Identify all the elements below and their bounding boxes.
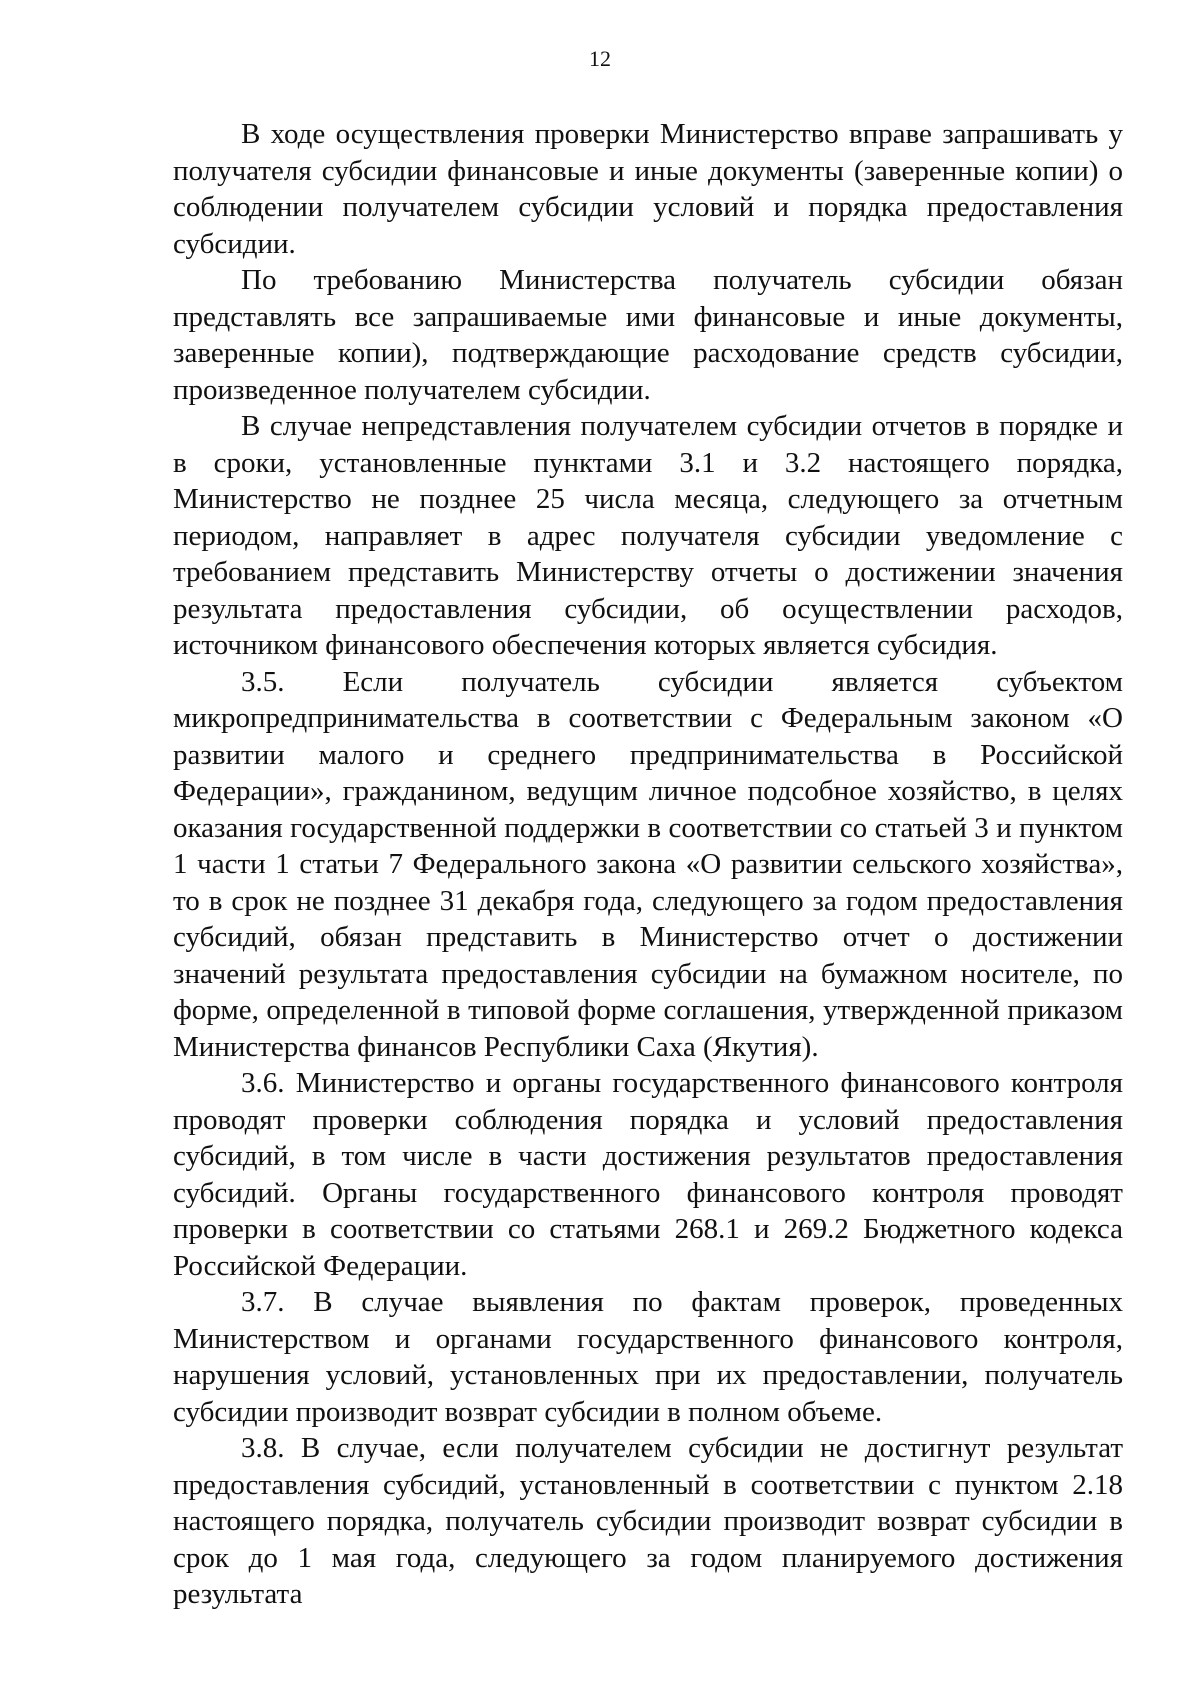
- document-body: [173, 116, 1123, 1613]
- paragraph-document-obligation: По требованию Министерства получатель субсидии обязан представлять все запрашиваемые ими финансовые и иные документы, заверенные копии), подтверждающие расходование средств субсидии, произведенное получателем субсидии.: [173, 264, 1123, 406]
- paragraph-3-7: 3.7. В случае выявления по фактам проверок, проведенных Министерством и органами государственного финансового контроля, нарушения условий, установленных при их предоставлении, получатель субсидии производит возврат субсидии в полном объеме.: [173, 1286, 1123, 1428]
- page-number: 12: [589, 46, 611, 71]
- paragraph-document-request: В ходе осуществления проверки Министерство вправе запрашивать у получателя субсидии финансовые и иные документы (заверенные копии) о соблюдении получателем субсидии условий и порядка предоставления субсидии.: [173, 118, 1123, 260]
- paragraph-3-8: 3.8. В случае, если получателем субсидии не достигнут результат предоставления субсидий, установленный в соответствии с пунктом 2.18 настоящего порядка, получатель субсидии производит возврат субсидии в срок до 1 мая года, следующего за годом планируемого достижения результата: [173, 1432, 1123, 1610]
- paragraph-3-6: 3.6. Министерство и органы государственного финансового контроля проводят проверки соблюдения порядка и условий предоставления субсидий, в том числе в части достижения результатов предоставления субсидий. Органы государственного финансового контроля проводят проверки в соответствии со статьями 268.1 и 269.2 Бюджетного кодекса Российской Федерации.: [173, 1067, 1123, 1282]
- paragraph-3-5: 3.5. Если получатель субсидии является субъектом микропредпринимательства в соответствии с Федеральным законом «О развитии малого и среднего предпринимательства в Российской Федерации», гражданином, ведущим личное подсобное хозяйство, в целях оказания государственной поддержки в соответствии со статьей 3 и пунктом 1 части 1 статьи 7 Федерального закона «О развитии сельского хозяйства», то в срок не позднее 31 декабря года, следующего за годом предоставления субсидий, обязан представить в Министерство отчет о достижении значений результата предоставления субсидии на бумажном носителе, по форме, определенной в типовой форме соглашения, утвержденной приказом Министерства финансов Республики Саха (Якутия).: [173, 665, 1123, 1063]
- paragraph-report-notice: В случае непредставления получателем субсидии отчетов в порядке и в сроки, установленные пунктами 3.1 и 3.2 настоящего порядка, Министерство не позднее 25 числа месяца, следующего за отчетным периодом, направляет в адрес получателя субсидии уведомление с требованием представить Министерству отчеты о достижении значения результата предоставления субсидии, об осуществлении расходов, источником финансового обеспечения которых является субсидия.: [173, 410, 1123, 661]
